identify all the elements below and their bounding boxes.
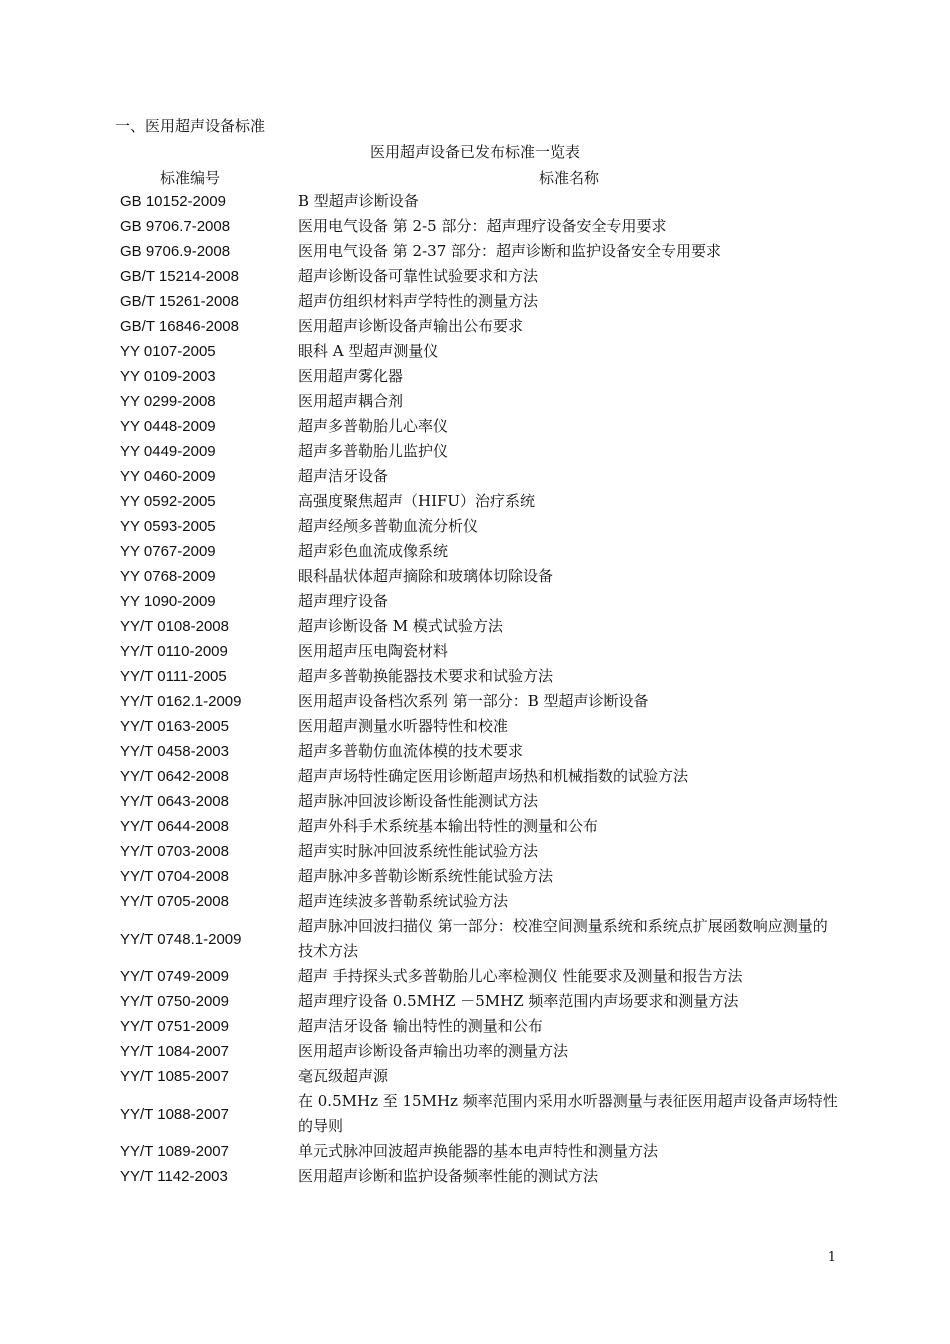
- table-row: [120, 639, 840, 664]
- table-row: [120, 539, 840, 564]
- table-row: [120, 964, 840, 989]
- table-row: [120, 1139, 840, 1164]
- standard-name: 医用超声耦合剂: [298, 392, 404, 410]
- standard-name: 眼科晶状体超声摘除和玻璃体切除设备: [298, 567, 554, 585]
- standard-name: 单元式脉冲回波超声换能器的基本电声特性和测量方法: [298, 1142, 659, 1160]
- table-row: [120, 714, 840, 739]
- standard-code: YY/T 1088-2007: [120, 1105, 229, 1123]
- standard-code: YY 0449-2009: [120, 443, 216, 460]
- header-code: 标准编号: [160, 168, 221, 187]
- table-row: [120, 614, 840, 639]
- standard-name: 超声脉冲多普勒诊断系统性能试验方法: [298, 867, 554, 885]
- standard-name: 超声 手持探头式多普勒胎儿心率检测仪 性能要求及测量和报告方法: [298, 967, 743, 985]
- standard-name: 超声连续波多普勒系统试验方法: [298, 892, 509, 910]
- table-row: [120, 589, 840, 614]
- standard-code: GB 10152-2009: [120, 193, 226, 210]
- table-row: [120, 264, 840, 289]
- standard-code: YY 0767-2009: [120, 543, 216, 560]
- table-row: [120, 439, 840, 464]
- table-caption: 医用超声设备已发布标准一览表: [369, 143, 580, 161]
- standard-name: B 型超声诊断设备: [298, 192, 419, 210]
- standard-name: 超声理疗设备: [298, 592, 389, 610]
- standard-name: 超声脉冲回波诊断设备性能测试方法: [298, 792, 539, 810]
- table-row: [120, 789, 840, 814]
- standard-code: GB/T 15214-2008: [120, 268, 239, 285]
- standard-name: 超声经颅多普勒血流分析仪: [298, 517, 479, 535]
- standard-code: YY 1090-2009: [120, 593, 216, 610]
- standard-name: 医用超声诊断和监护设备频率性能的测试方法: [298, 1167, 599, 1185]
- standard-code: GB/T 15261-2008: [120, 293, 239, 310]
- table-row: [120, 339, 840, 364]
- table-row: [120, 214, 840, 239]
- standard-code: YY/T 0750-2009: [120, 993, 229, 1010]
- standard-name: 超声多普勒仿血流体模的技术要求: [298, 742, 524, 760]
- standard-code: YY/T 1085-2007: [120, 1068, 229, 1085]
- table-row: [120, 989, 840, 1014]
- standard-code: YY/T 1084-2007: [120, 1043, 229, 1060]
- table-row: [120, 764, 840, 789]
- table-row: [120, 489, 840, 514]
- standard-code: GB/T 16846-2008: [120, 318, 239, 335]
- standard-name: 医用超声测量水听器特性和校准: [298, 717, 509, 735]
- standard-name: 超声洁牙设备 输出特性的测量和公布: [298, 1017, 543, 1035]
- standard-name: 医用超声诊断设备声输出功率的测量方法: [298, 1042, 569, 1060]
- standard-name: 医用超声压电陶瓷材料: [298, 642, 449, 660]
- table-row: [120, 1039, 840, 1064]
- standard-code: YY/T 0703-2008: [120, 843, 229, 860]
- standard-code: YY/T 0749-2009: [120, 968, 229, 985]
- standard-code: YY/T 0704-2008: [120, 868, 229, 885]
- table-row: [120, 839, 840, 864]
- standard-name: 超声多普勒胎儿监护仪: [298, 442, 449, 460]
- standard-code: GB 9706.9-2008: [120, 243, 231, 260]
- standard-name: 超声声场特性确定医用诊断超声场热和机械指数的试验方法: [298, 767, 689, 785]
- standard-code: YY 0460-2009: [120, 468, 216, 485]
- standard-name: 毫瓦级超声源: [298, 1067, 389, 1085]
- standard-name: 超声外科手术系统基本输出特性的测量和公布: [298, 817, 599, 835]
- standard-code: YY/T 0458-2003: [120, 743, 229, 760]
- section-heading: 一、医用超声设备标准: [115, 117, 266, 135]
- standard-name: 超声诊断设备可靠性试验要求和方法: [298, 267, 539, 285]
- standard-code: YY/T 0110-2009: [120, 643, 228, 660]
- table-row: [120, 464, 840, 489]
- standard-code: YY/T 0162.1-2009: [120, 693, 242, 710]
- standards-table: [120, 166, 840, 1189]
- standard-code: YY/T 0751-2009: [120, 1018, 229, 1035]
- table-row: [120, 514, 840, 539]
- standard-name: 医用超声设备档次系列 第一部分：B 型超声诊断设备: [298, 692, 649, 710]
- standard-code: YY 0448-2009: [120, 418, 216, 435]
- standard-name: 医用电气设备 第 2-37 部分：超声诊断和监护设备安全专用要求: [298, 242, 722, 260]
- standard-code: YY/T 0644-2008: [120, 818, 229, 835]
- standard-name: 超声脉冲回波扫描仪 第一部分：校准空间测量系统和系统点扩展函数响应测量的技术方法: [298, 917, 828, 960]
- standard-code: YY/T 0643-2008: [120, 793, 229, 810]
- table-row: [120, 289, 840, 314]
- standard-code: YY 0107-2005: [120, 343, 216, 360]
- table-row: [120, 189, 840, 214]
- page-number: 1: [827, 1250, 836, 1265]
- standard-code: YY 0299-2008: [120, 393, 216, 410]
- table-row: [120, 1089, 840, 1139]
- standard-code: YY/T 0748.1-2009: [120, 930, 242, 948]
- standard-name: 超声洁牙设备: [298, 467, 389, 485]
- table-row: [120, 814, 840, 839]
- table-row: [120, 864, 840, 889]
- table-row: [120, 889, 840, 914]
- standard-code: YY/T 0705-2008: [120, 893, 229, 910]
- table-row: [120, 689, 840, 714]
- standard-code: YY/T 0108-2008: [120, 618, 229, 635]
- table-row: [120, 1164, 840, 1189]
- standard-code: YY/T 0163-2005: [120, 718, 229, 735]
- table-body: [120, 189, 840, 1189]
- table-row: [120, 1064, 840, 1089]
- standard-code: YY 0768-2009: [120, 568, 216, 585]
- standard-name: 超声实时脉冲回波系统性能试验方法: [298, 842, 539, 860]
- table-row: [120, 914, 840, 964]
- standard-name: 超声理疗设备 0.5MHZ －5MHZ 频率范围内声场要求和测量方法: [298, 992, 739, 1010]
- standard-name: 高强度聚焦超声（HIFU）治疗系统: [298, 492, 536, 510]
- standard-name: 超声仿组织材料声学特性的测量方法: [298, 292, 539, 310]
- standard-name: 超声多普勒胎儿心率仪: [298, 417, 449, 435]
- standard-code: YY 0109-2003: [120, 368, 216, 385]
- table-row: [120, 664, 840, 689]
- standard-code: YY/T 0111-2005: [120, 668, 227, 685]
- standard-code: GB 9706.7-2008: [120, 218, 231, 235]
- standard-name: 超声多普勒换能器技术要求和试验方法: [298, 667, 554, 685]
- table-row: [120, 364, 840, 389]
- standard-code: YY 0592-2005: [120, 493, 216, 510]
- table-row: [120, 1014, 840, 1039]
- standard-name: 医用电气设备 第 2-5 部分：超声理疗设备安全专用要求: [298, 217, 667, 235]
- header-row: [120, 166, 840, 189]
- table-row: [120, 739, 840, 764]
- standard-name: 在 0.5MHz 至 15MHz 频率范围内采用水听器测量与表征医用超声设备声场特性的导则: [298, 1092, 838, 1135]
- standard-code: YY/T 0642-2008: [120, 768, 229, 785]
- table-row: [120, 389, 840, 414]
- table-header: [120, 166, 840, 189]
- standard-code: YY/T 1089-2007: [120, 1143, 229, 1160]
- table-row: [120, 414, 840, 439]
- standard-name: 超声彩色血流成像系统: [298, 542, 449, 560]
- table-row: [120, 314, 840, 339]
- table-row: [120, 564, 840, 589]
- standard-name: 医用超声诊断设备声输出公布要求: [298, 317, 524, 335]
- standard-name: 眼科 A 型超声测量仪: [298, 342, 439, 360]
- standard-name: 医用超声雾化器: [298, 367, 404, 385]
- standard-code: YY 0593-2005: [120, 518, 216, 535]
- standard-code: YY/T 1142-2003: [120, 1168, 228, 1185]
- table-row: [120, 239, 840, 264]
- header-name: 标准名称: [538, 168, 599, 187]
- standard-name: 超声诊断设备 M 模式试验方法: [298, 617, 503, 635]
